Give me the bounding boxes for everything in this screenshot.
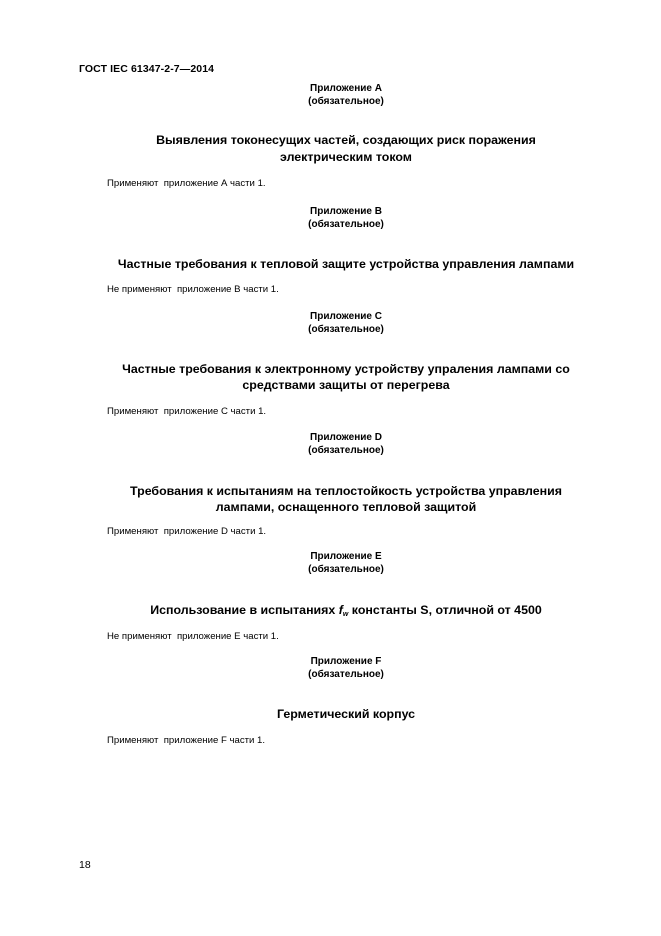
annex-label: Приложение F xyxy=(310,656,382,667)
formula-subscript: w xyxy=(342,611,349,618)
annex-label: Приложение E xyxy=(310,551,382,562)
annex-label: Приложение A xyxy=(310,83,382,94)
annex-label: Приложение B xyxy=(310,206,382,217)
annex-body-text: Применяют приложение С части 1. xyxy=(107,406,267,417)
annex-title: Частные требования к тепловой защите устройства управления лампами xyxy=(117,257,575,271)
annex-title-continued: средствами защиты от перегрева xyxy=(242,378,450,392)
annex-title: Герметический корпус xyxy=(276,707,416,721)
annex-title-prefix: Использование в испытаниях xyxy=(150,603,339,617)
annex-title-suffix: константы S, отличной от 4500 xyxy=(348,603,542,617)
annex-status: (обязательное) xyxy=(308,96,384,107)
annex-title xyxy=(80,602,612,623)
document-id: ГОСТ IEC 61347-2-7—2014 xyxy=(79,63,215,75)
annex-body-text: Применяют приложение А части 1. xyxy=(107,178,266,189)
annex-status: (обязательное) xyxy=(308,324,384,335)
page-number: 18 xyxy=(79,859,91,871)
annex-title: Частные требования к электронному устройству упраления лампами со xyxy=(122,362,570,376)
annex-body-text: Не применяют приложение Е части 1. xyxy=(107,631,279,642)
annex-body-text: Не применяют приложение В части 1. xyxy=(107,284,279,295)
annex-status: (обязательное) xyxy=(308,219,384,230)
annex-title: Требования к испытаниям на теплостойкость устройства управления xyxy=(130,484,562,498)
annex-body-text: Применяют приложение D части 1. xyxy=(107,526,267,537)
annex-status: (обязательное) xyxy=(308,564,384,575)
annex-status: (обязательное) xyxy=(308,669,384,680)
annex-title-continued: электрическим током xyxy=(280,150,412,164)
annex-label: Приложение C xyxy=(310,311,382,322)
annex-body-text: Применяют приложение F части 1. xyxy=(107,735,266,746)
annex-title: Выявления токонесущих частей, создающих риск поражения xyxy=(156,133,536,147)
annex-label: Приложение D xyxy=(310,432,382,443)
formula-symbol: f xyxy=(338,603,343,617)
annex-status: (обязательное) xyxy=(308,445,384,456)
annex-title-continued: лампами, оснащенного тепловой защитой xyxy=(215,500,477,514)
